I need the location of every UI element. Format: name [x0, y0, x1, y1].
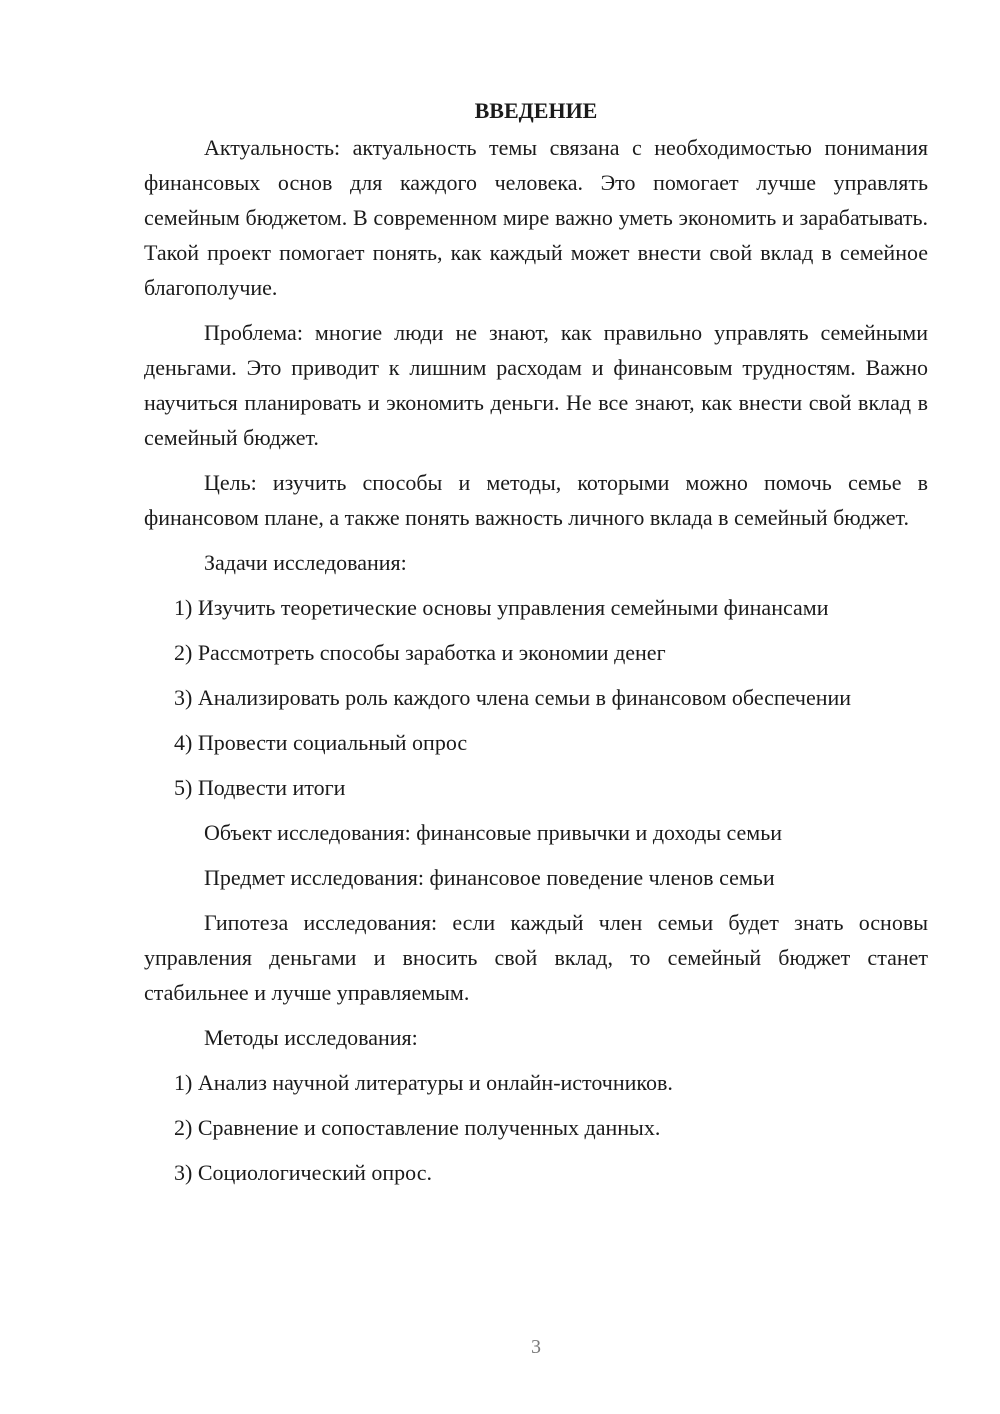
paragraph-goal: Цель: изучить способы и методы, которыми можно помочь семье в финансовом плане, а также понять важность личного вклада в семейный бюджет. [144, 470, 928, 530]
section-title: ВВЕДЕНИЕ [474, 98, 598, 123]
method-item-3: 3) Социологический опрос. [174, 1160, 432, 1185]
paragraph-problem: Проблема: многие люди не знают, как правильно управлять семейными деньгами. Это приводит к лишним расходам и финансовым трудностям. Важно научиться планировать и экономить деньги. Не все знают, как внести свой вклад в семейный бюджет. [144, 320, 928, 450]
paragraph-subject: Предмет исследования: финансовое поведение членов семьи [204, 865, 775, 890]
paragraph-methods-heading: Методы исследования: [204, 1025, 418, 1050]
task-item-3: 3) Анализировать роль каждого члена семьи в финансовом обеспечении [174, 685, 852, 710]
task-item-5: 5) Подвести итоги [174, 775, 346, 800]
paragraph-relevance: Актуальность: актуальность темы связана с необходимостью понимания финансовых основ для каждого человека. Это помогает лучше управлять семейным бюджетом. В современном мире важно уметь экономить и зарабатывать. Такой проект помогает понять, как каждый может внести свой вклад в семейное благополучие. [144, 135, 928, 300]
page-number: 3 [531, 1336, 541, 1358]
method-item-2: 2) Сравнение и сопоставление полученных данных. [174, 1115, 661, 1140]
task-item-4: 4) Провести социальный опрос [174, 730, 468, 755]
paragraph-hypothesis: Гипотеза исследования: если каждый член семьи будет знать основы управления деньгами и вносить свой вклад, то семейный бюджет станет стабильнее и лучше управляемым. [144, 910, 928, 1005]
method-item-1: 1) Анализ научной литературы и онлайн-источников. [174, 1070, 673, 1095]
task-item-2: 2) Рассмотреть способы заработка и экономии денег [174, 640, 666, 665]
paragraph-object: Объект исследования: финансовые привычки и доходы семьи [204, 820, 783, 845]
paragraph-tasks-heading: Задачи исследования: [204, 550, 407, 575]
task-item-1: 1) Изучить теоретические основы управления семейными финансами [174, 595, 829, 620]
